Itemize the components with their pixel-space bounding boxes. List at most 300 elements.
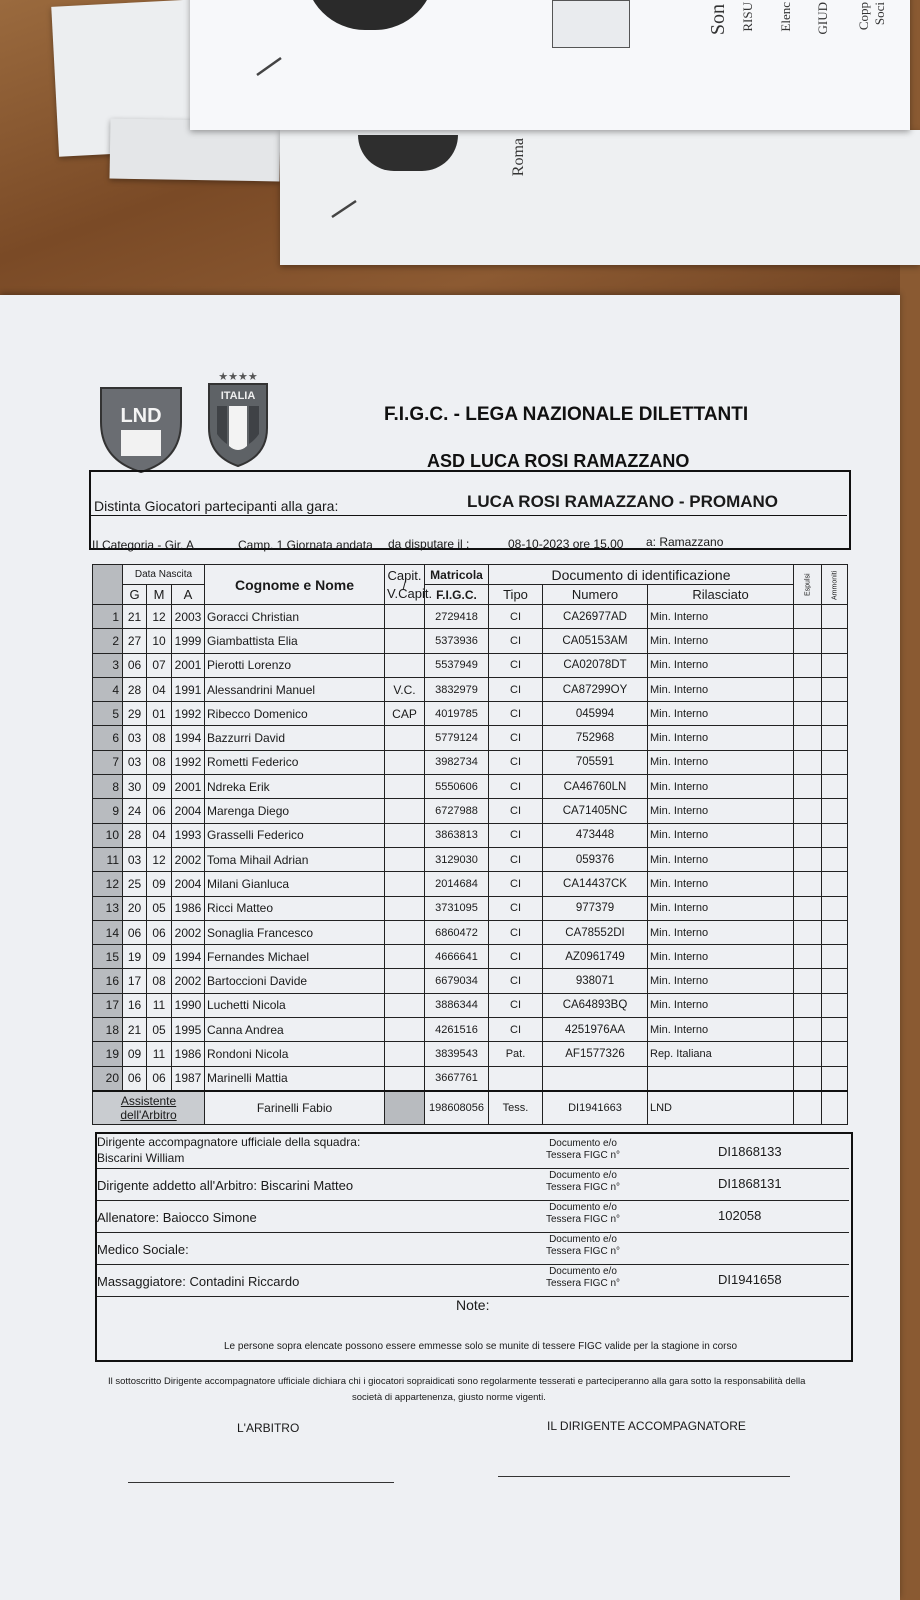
matricola: 2729418 [425, 605, 489, 629]
header-ammoniti: Ammoniti [822, 565, 848, 605]
player-name: Toma Mihail Adrian [205, 847, 385, 871]
row-number: 4 [93, 677, 123, 701]
birth-month: 06 [147, 1066, 172, 1091]
matricola: 4261516 [425, 1018, 489, 1042]
captain-mark [385, 920, 425, 944]
ammoniti-cell [822, 969, 848, 993]
ammoniti-cell [822, 1018, 848, 1042]
doc-number: 473448 [543, 823, 648, 847]
birth-year: 2002 [172, 847, 205, 871]
birth-year: 2001 [172, 653, 205, 677]
birth-day: 03 [123, 726, 147, 750]
italia-crest [205, 368, 271, 473]
assistant-ril: LND [648, 1091, 794, 1125]
doc-type: CI [489, 823, 543, 847]
birth-year: 2003 [172, 605, 205, 629]
staff-doc-number: DI1868133 [718, 1144, 782, 1159]
ammoniti-cell [822, 920, 848, 944]
birth-day: 09 [123, 1042, 147, 1066]
header-numero: Numero [543, 585, 648, 605]
birth-month: 12 [147, 847, 172, 871]
player-row [93, 702, 848, 726]
birth-year: 2001 [172, 775, 205, 799]
declaration-line-1: Il sottoscritto Dirigente accompagnatore ufficiale dichiara chi i giocatori sopraidicati sono regolarmente tesserati e parteciperanno alla gara sotto la responsabilità della [108, 1376, 806, 1387]
doc-issuer: Min. Interno [648, 823, 794, 847]
player-name: Bazzurri David [205, 726, 385, 750]
player-name: Rondoni Nicola [205, 1042, 385, 1066]
doc-issuer: Min. Interno [648, 920, 794, 944]
doc-type [489, 1066, 543, 1091]
row-number: 8 [93, 775, 123, 799]
staff-label: Medico Sociale: [97, 1242, 189, 1257]
birth-day: 28 [123, 823, 147, 847]
doc-type: CI [489, 605, 543, 629]
category: II Categoria - Gir. A [92, 538, 195, 552]
captain-mark [385, 823, 425, 847]
player-name: Pierotti Lorenzo [205, 653, 385, 677]
doc-number: CA87299OY [543, 677, 648, 701]
player-row [93, 847, 848, 871]
lnd-logo [97, 382, 185, 479]
espulsi-cell [794, 605, 822, 629]
player-name: Goracci Christian [205, 605, 385, 629]
doc-issuer: Min. Interno [648, 605, 794, 629]
header-doc: Documento di identificazione [489, 565, 794, 585]
birth-day: 28 [123, 677, 147, 701]
doc-label-line-2: Tessera FIGC n° [545, 1214, 621, 1225]
doc-issuer [648, 1066, 794, 1091]
doc-label-line-2: Tessera FIGC n° [545, 1182, 621, 1193]
match-venue: a: Ramazzano [646, 535, 724, 549]
matricola: 3667761 [425, 1066, 489, 1091]
ammoniti-cell [822, 799, 848, 823]
doc-issuer: Min. Interno [648, 653, 794, 677]
assistant-tipo: Tess. [489, 1091, 543, 1125]
referee-signature-line [128, 1482, 394, 1483]
matricola: 5373936 [425, 629, 489, 653]
birth-year: 1993 [172, 823, 205, 847]
matricola: 3863813 [425, 823, 489, 847]
player-row [93, 969, 848, 993]
player-row [93, 799, 848, 823]
doc-issuer: Min. Interno [648, 993, 794, 1017]
birth-month: 04 [147, 677, 172, 701]
header-index [93, 565, 123, 605]
doc-type: CI [489, 896, 543, 920]
birth-month: 09 [147, 872, 172, 896]
player-row [93, 1042, 848, 1066]
espulsi-cell [794, 629, 822, 653]
doc-number: CA02078DT [543, 653, 648, 677]
row-number: 3 [93, 653, 123, 677]
manager-signature-line [498, 1476, 790, 1477]
doc-type: CI [489, 726, 543, 750]
doc-issuer: Min. Interno [648, 847, 794, 871]
doc-issuer: Min. Interno [648, 629, 794, 653]
doc-type: CI [489, 702, 543, 726]
doc-number: 977379 [543, 896, 648, 920]
birth-day: 19 [123, 945, 147, 969]
background-text: Copp [856, 2, 871, 31]
assistant-mat: 198608056 [425, 1091, 489, 1125]
declaration-line-2: società di appartenenza, giusto norme vigenti. [352, 1392, 546, 1403]
ammoniti-cell [822, 726, 848, 750]
birth-month: 11 [147, 993, 172, 1017]
birth-day: 03 [123, 847, 147, 871]
birth-month: 08 [147, 969, 172, 993]
divider [89, 515, 847, 516]
player-name: Canna Andrea [205, 1018, 385, 1042]
staff-name: Biscarini William [97, 1151, 185, 1165]
row-number: 6 [93, 726, 123, 750]
captain-mark [385, 1018, 425, 1042]
player-name: Marinelli Mattia [205, 1066, 385, 1091]
row-number: 19 [93, 1042, 123, 1066]
espulsi-cell [794, 896, 822, 920]
ammoniti-cell [822, 1066, 848, 1091]
doc-label-line-1: Documento e/o [549, 1234, 617, 1245]
list-label: Distinta Giocatori partecipanti alla gara: [94, 498, 339, 514]
birth-day: 06 [123, 1066, 147, 1091]
player-name: Ribecco Domenico [205, 702, 385, 726]
birth-month: 09 [147, 775, 172, 799]
captain-mark [385, 945, 425, 969]
doc-issuer: Min. Interno [648, 969, 794, 993]
doc-number: CA78552DI [543, 920, 648, 944]
captain-mark [385, 1066, 425, 1091]
player-row [93, 920, 848, 944]
staff-label: Massaggiatore: Contadini Riccardo [97, 1274, 300, 1289]
doc-issuer: Min. Interno [648, 726, 794, 750]
matricola: 6679034 [425, 969, 489, 993]
captain-mark [385, 775, 425, 799]
player-row [93, 872, 848, 896]
staff-doc-number: DI1941658 [718, 1272, 782, 1287]
ammoniti-cell [822, 605, 848, 629]
row-number: 11 [93, 847, 123, 871]
background-text: Son [707, 4, 729, 36]
doc-number [543, 1066, 648, 1091]
birth-year: 1994 [172, 726, 205, 750]
doc-label-line-2: Tessera FIGC n° [545, 1150, 621, 1161]
header-tipo: Tipo [489, 585, 543, 605]
doc-issuer: Min. Interno [648, 775, 794, 799]
doc-number: 705591 [543, 750, 648, 774]
doc-type: CI [489, 629, 543, 653]
doc-label [538, 1202, 628, 1226]
doc-issuer: Min. Interno [648, 677, 794, 701]
birth-month: 05 [147, 896, 172, 920]
notes-label: Note: [456, 1297, 490, 1313]
espulsi-cell [794, 677, 822, 701]
doc-number: CA64893BQ [543, 993, 648, 1017]
espulsi-cell [794, 969, 822, 993]
doc-issuer: Min. Interno [648, 702, 794, 726]
row-number: 2 [93, 629, 123, 653]
doc-issuer: Min. Interno [648, 799, 794, 823]
header-matricola: Matricola [425, 565, 489, 585]
ammoniti-cell [822, 993, 848, 1017]
row-number: 14 [93, 920, 123, 944]
ammoniti-cell [822, 629, 848, 653]
doc-number: AF1577326 [543, 1042, 648, 1066]
background-text: GIUD [815, 2, 830, 35]
ammoniti-cell [822, 677, 848, 701]
referee-sign-label: L'ARBITRO [237, 1421, 300, 1435]
birth-month: 10 [147, 629, 172, 653]
header-name: Cognome e Nome [205, 565, 385, 605]
assistant-name: Farinelli Fabio [205, 1091, 385, 1125]
birth-day: 06 [123, 920, 147, 944]
header-capt: Capit. / V.Capit. [385, 565, 425, 605]
birth-year: 1991 [172, 677, 205, 701]
federation-title: F.I.G.C. - LEGA NAZIONALE DILETTANTI [384, 404, 749, 425]
doc-issuer: Min. Interno [648, 750, 794, 774]
row-number: 10 [93, 823, 123, 847]
birth-year: 1987 [172, 1066, 205, 1091]
staff-row [97, 1232, 849, 1265]
espulsi-cell [794, 993, 822, 1017]
row-number: 13 [93, 896, 123, 920]
espulsi-cell [794, 726, 822, 750]
doc-type: CI [489, 920, 543, 944]
player-name: Marenga Diego [205, 799, 385, 823]
player-row [93, 775, 848, 799]
birth-month: 12 [147, 605, 172, 629]
doc-number: AZ0961749 [543, 945, 648, 969]
matricola: 3731095 [425, 896, 489, 920]
birth-year: 1994 [172, 945, 205, 969]
captain-mark [385, 750, 425, 774]
player-name: Giambattista Elia [205, 629, 385, 653]
birth-day: 17 [123, 969, 147, 993]
espulsi-cell [794, 775, 822, 799]
doc-type: CI [489, 872, 543, 896]
svg-text:★★★★: ★★★★ [218, 370, 258, 383]
captain-mark [385, 993, 425, 1017]
captain-mark [385, 847, 425, 871]
header-espulsi: Espulsi [794, 565, 822, 605]
birth-month: 09 [147, 945, 172, 969]
espulsi-cell [794, 945, 822, 969]
captain-mark [385, 653, 425, 677]
birth-year: 1995 [172, 1018, 205, 1042]
birth-month: 05 [147, 1018, 172, 1042]
staple-icon [255, 50, 285, 80]
doc-type: CI [489, 993, 543, 1017]
birth-day: 20 [123, 896, 147, 920]
table-header-row [93, 565, 848, 585]
row-number: 7 [93, 750, 123, 774]
birth-year: 2002 [172, 969, 205, 993]
birth-day: 25 [123, 872, 147, 896]
doc-number: 059376 [543, 847, 648, 871]
row-number: 18 [93, 1018, 123, 1042]
assistant-row [93, 1091, 848, 1125]
background-paper [190, 0, 910, 130]
captain-mark [385, 872, 425, 896]
doc-label-line-2: Tessera FIGC n° [545, 1246, 621, 1257]
birth-year: 2004 [172, 799, 205, 823]
doc-number: CA05153AM [543, 629, 648, 653]
birth-day: 06 [123, 653, 147, 677]
header-rilasciato: Rilasciato [648, 585, 794, 605]
ammoniti-cell [822, 1042, 848, 1066]
birth-month: 08 [147, 750, 172, 774]
player-name: Fernandes Michael [205, 945, 385, 969]
player-name: Milani Gianluca [205, 872, 385, 896]
doc-number: CA71405NC [543, 799, 648, 823]
birth-day: 21 [123, 1018, 147, 1042]
captain-mark [385, 969, 425, 993]
birth-year: 2004 [172, 872, 205, 896]
doc-type: CI [489, 799, 543, 823]
player-name: Rometti Federico [205, 750, 385, 774]
staff-doc-number: 102058 [718, 1208, 762, 1223]
match-datetime: 08-10-2023 ore 15,00 [508, 537, 624, 551]
birth-month: 06 [147, 799, 172, 823]
to-play-label: da disputare il : [388, 537, 470, 551]
row-number: 9 [93, 799, 123, 823]
birth-month: 08 [147, 726, 172, 750]
captain-mark [385, 1042, 425, 1066]
ammoniti-cell [822, 750, 848, 774]
captain-mark [385, 896, 425, 920]
ammoniti-cell [822, 896, 848, 920]
birth-day: 24 [123, 799, 147, 823]
header-g: G [123, 585, 147, 605]
round: Camp. 1 Giornata andata [238, 538, 373, 552]
row-number: 17 [93, 993, 123, 1017]
birth-day: 03 [123, 750, 147, 774]
doc-type: CI [489, 945, 543, 969]
ammoniti-cell [822, 847, 848, 871]
doc-issuer: Rep. Italiana [648, 1042, 794, 1066]
header-m: M [147, 585, 172, 605]
player-row [93, 1066, 848, 1091]
espulsi-cell [794, 823, 822, 847]
header-birth: Data Nascita [123, 565, 205, 585]
captain-mark [385, 726, 425, 750]
doc-type: CI [489, 677, 543, 701]
birth-year: 2002 [172, 920, 205, 944]
match-title: LUCA ROSI RAMAZZANO - PROMANO [467, 492, 779, 511]
ammoniti-cell [822, 823, 848, 847]
birth-day: 30 [123, 775, 147, 799]
doc-label [538, 1234, 628, 1258]
espulsi-cell [794, 653, 822, 677]
player-name: Luchetti Nicola [205, 993, 385, 1017]
assistant-ammoniti [822, 1091, 848, 1125]
doc-label-line-1: Documento e/o [549, 1138, 617, 1149]
doc-type: CI [489, 1018, 543, 1042]
espulsi-cell [794, 702, 822, 726]
staple-icon [330, 195, 360, 225]
doc-number: CA46760LN [543, 775, 648, 799]
espulsi-cell [794, 1042, 822, 1066]
player-row [93, 677, 848, 701]
doc-label-line-1: Documento e/o [549, 1266, 617, 1277]
ammoniti-cell [822, 775, 848, 799]
ammoniti-cell [822, 653, 848, 677]
birth-year: 1986 [172, 1042, 205, 1066]
espulsi-cell [794, 750, 822, 774]
doc-label-line-1: Documento e/o [549, 1202, 617, 1213]
assistant-label-2: dell'Arbitro [120, 1107, 177, 1122]
background-text: Soci [872, 2, 887, 26]
player-row [93, 653, 848, 677]
matricola: 3129030 [425, 847, 489, 871]
italia-crest-text: ITALIA [220, 390, 256, 402]
header-a: A [172, 585, 205, 605]
birth-month: 06 [147, 920, 172, 944]
doc-number: 752968 [543, 726, 648, 750]
captain-mark: CAP [385, 702, 425, 726]
player-name: Bartoccioni Davide [205, 969, 385, 993]
doc-number: 4251976AA [543, 1018, 648, 1042]
captain-mark [385, 605, 425, 629]
player-name: Grasselli Federico [205, 823, 385, 847]
player-row [93, 726, 848, 750]
doc-issuer: Min. Interno [648, 872, 794, 896]
matricola: 5537949 [425, 653, 489, 677]
birth-year: 1986 [172, 896, 205, 920]
player-row [93, 823, 848, 847]
row-number: 12 [93, 872, 123, 896]
espulsi-cell [794, 847, 822, 871]
doc-label [538, 1170, 628, 1194]
doc-type: CI [489, 653, 543, 677]
birth-day: 16 [123, 993, 147, 1017]
doc-issuer: Min. Interno [648, 945, 794, 969]
doc-number: 938071 [543, 969, 648, 993]
birth-year: 1992 [172, 750, 205, 774]
captain-mark [385, 799, 425, 823]
player-name: Sonaglia Francesco [205, 920, 385, 944]
row-number: 5 [93, 702, 123, 726]
player-row [93, 1018, 848, 1042]
birth-month: 01 [147, 702, 172, 726]
captain-mark [385, 629, 425, 653]
birth-year: 1990 [172, 993, 205, 1017]
doc-issuer: Min. Interno [648, 1018, 794, 1042]
matricola: 3886344 [425, 993, 489, 1017]
doc-issuer: Min. Interno [648, 896, 794, 920]
lnd-logo-text: LND [120, 405, 162, 427]
player-row [93, 605, 848, 629]
birth-day: 21 [123, 605, 147, 629]
assistant-capt [385, 1091, 425, 1125]
staff-label: Allenatore: Baiocco Simone [97, 1210, 257, 1225]
doc-type: CI [489, 847, 543, 871]
staff-doc-number: DI1868131 [718, 1176, 782, 1191]
espulsi-cell [794, 1066, 822, 1091]
doc-type: CI [489, 750, 543, 774]
doc-type: CI [489, 775, 543, 799]
birth-month: 04 [147, 823, 172, 847]
assistant-label [93, 1091, 205, 1125]
player-row [93, 993, 848, 1017]
doc-label-line-2: Tessera FIGC n° [545, 1278, 621, 1289]
player-name: Ndreka Erik [205, 775, 385, 799]
espulsi-cell [794, 920, 822, 944]
espulsi-cell [794, 872, 822, 896]
doc-number: CA26977AD [543, 605, 648, 629]
staff-label: Dirigente addetto all'Arbitro: Biscarini Matteo [97, 1178, 354, 1193]
birth-year: 1999 [172, 629, 205, 653]
matricola: 2014684 [425, 872, 489, 896]
player-name: Ricci Matteo [205, 896, 385, 920]
